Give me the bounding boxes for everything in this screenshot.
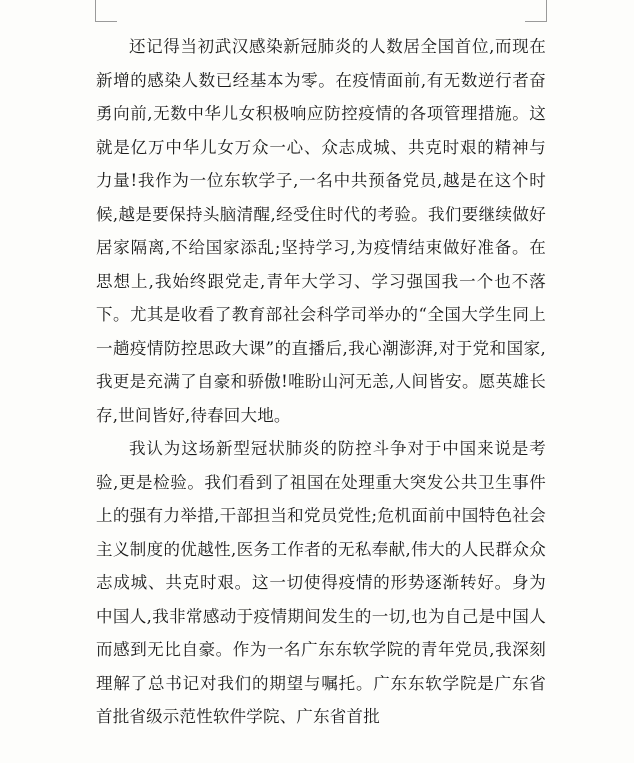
margin-guide-right-top — [546, 0, 547, 22]
margin-guide-left-top-horizontal — [95, 21, 117, 22]
document-text-body[interactable] — [96, 30, 546, 756]
paragraph-2: 我认为这场新型冠状肺炎的防控斗争对于中国来说是考验,更是检验。我们看到了祖国在处理重大突发公共卫生事件上的强有力举措,干部担当和党员党性;危机面前中国特色社会主义制度的优越性,医务工作者的无私奉献,伟大的人民群众众志成城、共克时艰。这一切使得疫情的形势逐渐转好。身为中国人,我非常感动于疫情期间发生的一切,也为自己是中国人而感到无比自豪。作为一名广东东软学院的青年党员,我深刻理解了总书记对我们的期望与嘱托。广东东软学院是广东省首批省级示范性软件学院、广东省首批 — [96, 439, 546, 726]
margin-guide-right-top-horizontal — [525, 21, 547, 22]
margin-guide-left-top — [95, 0, 96, 22]
paragraph-1: 还记得当初武汉感染新冠肺炎的人数居全国首位,而现在新增的感染人数已经基本为零。在疫情面前,有无数逆行者奋勇向前,无数中华儿女积极响应防控疫情的各项管理措施。这就是亿万中华儿女万众一心、众志成城、共克时艰的精神与力量!我作为一位东软学子,一名中共预备党员,越是在这个时候,越是要保持头脑清醒,经受住时代的考验。我们要继续做好居家隔离,不给国家添乱;坚持学习,为疫情结束做好准备。在思想上,我始终跟党走,青年大学习、学习强国我一个也不落下。尤其是收看了教育部社会科学司举办的“全国大学生同上一趟疫情防控思政大课”的直播后,我心潮澎湃,对于党和国家,我更是充满了自豪和骄傲!唯盼山河无恙,人间皆安。愿英雄长存,世间皆好,待春回大地。 — [96, 37, 546, 425]
